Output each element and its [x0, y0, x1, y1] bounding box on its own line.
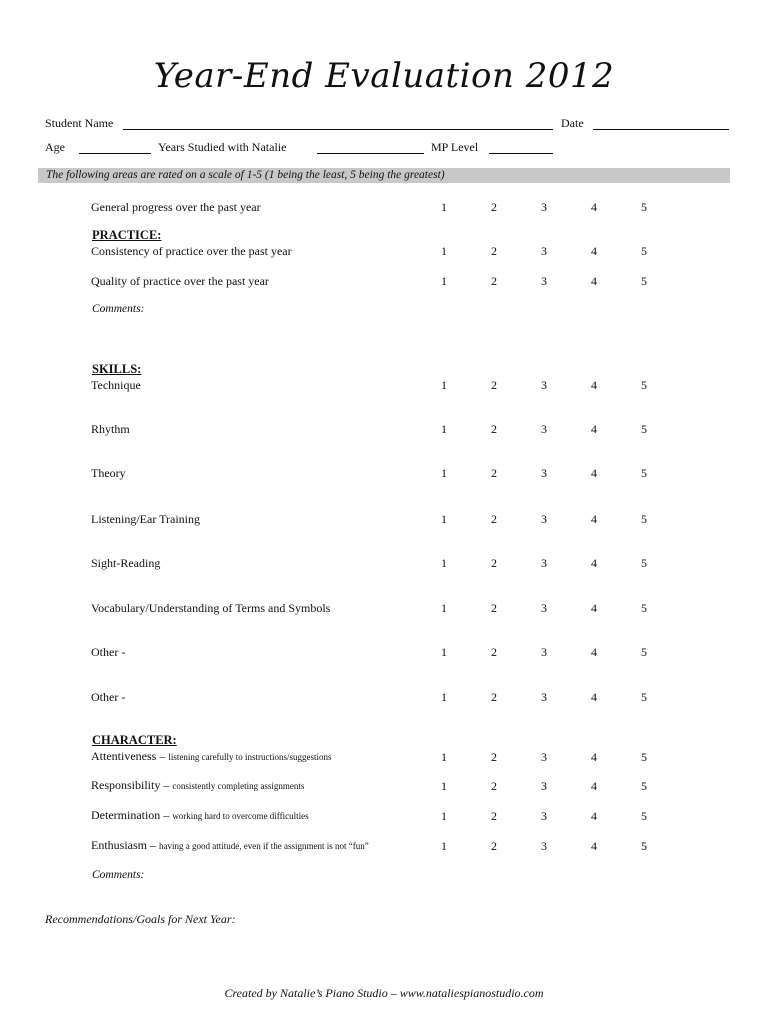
rating-option-2[interactable]: 2 — [491, 244, 497, 258]
rating-option-4[interactable]: 4 — [591, 422, 597, 436]
rating-row-sight-reading[interactable] — [0, 556, 768, 570]
rating-option-5[interactable]: 5 — [641, 779, 647, 793]
rating-option-1[interactable]: 1 — [441, 378, 447, 392]
scale-note: The following areas are rated on a scale of 1-5 (1 being the least, 5 being the greatest) — [46, 169, 445, 181]
character-comments-label: Comments: — [92, 869, 145, 881]
mp-level-field[interactable] — [489, 153, 553, 154]
rating-row-consistency[interactable] — [0, 244, 768, 258]
rating-option-4[interactable]: 4 — [591, 200, 597, 214]
rating-option-4[interactable]: 4 — [591, 601, 597, 615]
rating-option-5[interactable]: 5 — [641, 601, 647, 615]
rating-row-technique[interactable] — [0, 378, 768, 392]
rating-row-vocabulary[interactable] — [0, 601, 768, 615]
rating-option-4[interactable]: 4 — [591, 556, 597, 570]
rating-option-3[interactable]: 3 — [541, 244, 547, 258]
skills-item-sight-reading: Sight-Reading — [91, 556, 161, 570]
rating-row-listening[interactable] — [0, 512, 768, 526]
character-label: Attentiveness — [91, 749, 157, 763]
dash: – — [160, 808, 173, 822]
rating-option-2[interactable]: 2 — [491, 839, 497, 853]
rating-option-5[interactable]: 5 — [641, 690, 647, 704]
rating-option-1[interactable]: 1 — [441, 601, 447, 615]
dash: – — [160, 778, 173, 792]
rating-option-1[interactable]: 1 — [441, 274, 447, 288]
rating-option-3[interactable]: 3 — [541, 378, 547, 392]
rating-option-4[interactable]: 4 — [591, 809, 597, 823]
rating-option-5[interactable]: 5 — [641, 512, 647, 526]
scale-banner — [38, 168, 730, 183]
rating-option-5[interactable]: 5 — [641, 274, 647, 288]
practice-heading: PRACTICE: — [92, 228, 162, 242]
character-desc: working hard to overcome difficulties — [172, 811, 309, 821]
date-label: Date — [561, 116, 584, 130]
character-heading: CHARACTER: — [92, 733, 177, 747]
rating-option-3[interactable]: 3 — [541, 601, 547, 615]
rating-option-4[interactable]: 4 — [591, 378, 597, 392]
dash: – — [156, 749, 169, 763]
dash: – — [147, 838, 159, 852]
rating-option-4[interactable]: 4 — [591, 274, 597, 288]
rating-option-2[interactable]: 2 — [491, 809, 497, 823]
skills-item-technique: Technique — [91, 378, 141, 392]
rating-option-4[interactable]: 4 — [591, 466, 597, 480]
skills-item-other-2: Other - — [91, 690, 126, 704]
rating-option-5[interactable]: 5 — [641, 244, 647, 258]
skills-item-listening: Listening/Ear Training — [91, 512, 200, 526]
rating-option-3[interactable]: 3 — [541, 645, 547, 659]
rating-option-2[interactable]: 2 — [491, 779, 497, 793]
rating-option-4[interactable]: 4 — [591, 645, 597, 659]
rating-option-5[interactable]: 5 — [641, 645, 647, 659]
rating-row-quality[interactable] — [0, 274, 768, 288]
rating-row-enthusiasm[interactable] — [0, 839, 768, 853]
general-progress-label: General progress over the past year — [91, 200, 261, 214]
rating-option-3[interactable]: 3 — [541, 200, 547, 214]
rating-option-5[interactable]: 5 — [641, 556, 647, 570]
rating-option-3[interactable]: 3 — [541, 512, 547, 526]
years-studied-label: Years Studied with Natalie — [158, 140, 287, 154]
rating-option-1[interactable]: 1 — [441, 244, 447, 258]
practice-comments-label: Comments: — [92, 303, 145, 315]
rating-option-3[interactable]: 3 — [541, 422, 547, 436]
rating-row-attentiveness[interactable] — [0, 750, 768, 764]
practice-item-consistency: Consistency of practice over the past year — [91, 244, 292, 258]
rating-option-1[interactable]: 1 — [441, 512, 447, 526]
rating-option-3[interactable]: 3 — [541, 556, 547, 570]
rating-option-2[interactable]: 2 — [491, 274, 497, 288]
rating-option-1[interactable]: 1 — [441, 809, 447, 823]
page-title: Year-End Evaluation 2012 — [153, 56, 615, 96]
rating-option-5[interactable]: 5 — [641, 750, 647, 764]
years-studied-field[interactable] — [317, 153, 424, 154]
recommendations-label: Recommendations/Goals for Next Year: — [45, 912, 236, 926]
rating-option-1[interactable]: 1 — [441, 200, 447, 214]
rating-option-2[interactable]: 2 — [491, 466, 497, 480]
rating-option-5[interactable]: 5 — [641, 466, 647, 480]
rating-option-3[interactable]: 3 — [541, 839, 547, 853]
footer-credit: Created by Natalie’s Piano Studio – www.nataliespianostudio.com — [224, 986, 544, 1000]
rating-option-1[interactable]: 1 — [441, 779, 447, 793]
rating-option-4[interactable]: 4 — [591, 244, 597, 258]
rating-row-theory[interactable] — [0, 466, 768, 480]
rating-option-3[interactable]: 3 — [541, 809, 547, 823]
rating-option-2[interactable]: 2 — [491, 601, 497, 615]
rating-option-2[interactable]: 2 — [491, 200, 497, 214]
rating-option-2[interactable]: 2 — [491, 422, 497, 436]
skills-item-vocabulary: Vocabulary/Understanding of Terms and Symbols — [91, 601, 331, 615]
character-label: Enthusiasm — [91, 838, 147, 852]
student-name-label: Student Name — [45, 116, 114, 130]
date-field[interactable] — [593, 129, 729, 130]
rating-row-other-2[interactable] — [0, 690, 768, 704]
character-desc: consistently completing assignments — [172, 781, 305, 791]
rating-option-4[interactable]: 4 — [591, 750, 597, 764]
rating-option-1[interactable]: 1 — [441, 750, 447, 764]
skills-item-theory: Theory — [91, 466, 126, 480]
practice-item-quality: Quality of practice over the past year — [91, 274, 269, 288]
mp-level-label: MP Level — [431, 140, 479, 154]
rating-option-1[interactable]: 1 — [441, 839, 447, 853]
character-desc: listening carefully to instructions/suggestions — [168, 752, 332, 762]
rating-option-2[interactable]: 2 — [491, 512, 497, 526]
rating-option-3[interactable]: 3 — [541, 466, 547, 480]
rating-option-5[interactable]: 5 — [641, 839, 647, 853]
rating-option-5[interactable]: 5 — [641, 200, 647, 214]
rating-option-1[interactable]: 1 — [441, 422, 447, 436]
rating-option-3[interactable]: 3 — [541, 779, 547, 793]
character-label: Responsibility — [91, 778, 161, 792]
rating-row-determination[interactable] — [0, 809, 768, 823]
skills-item-rhythm: Rhythm — [91, 422, 130, 436]
rating-option-4[interactable]: 4 — [591, 779, 597, 793]
rating-option-3[interactable]: 3 — [541, 750, 547, 764]
rating-option-1[interactable]: 1 — [441, 466, 447, 480]
age-label: Age — [45, 140, 65, 154]
rating-option-2[interactable]: 2 — [491, 645, 497, 659]
rating-row-general[interactable] — [0, 200, 768, 214]
rating-option-4[interactable]: 4 — [591, 690, 597, 704]
skills-heading: SKILLS: — [92, 362, 142, 376]
character-label: Determination — [91, 808, 161, 822]
age-field[interactable] — [79, 153, 151, 154]
rating-option-2[interactable]: 2 — [491, 750, 497, 764]
rating-row-other-1[interactable] — [0, 645, 768, 659]
rating-option-1[interactable]: 1 — [441, 556, 447, 570]
rating-option-3[interactable]: 3 — [541, 690, 547, 704]
rating-option-5[interactable]: 5 — [641, 809, 647, 823]
rating-option-2[interactable]: 2 — [491, 378, 497, 392]
rating-option-1[interactable]: 1 — [441, 645, 447, 659]
rating-option-4[interactable]: 4 — [591, 839, 597, 853]
rating-option-5[interactable]: 5 — [641, 378, 647, 392]
rating-option-4[interactable]: 4 — [591, 512, 597, 526]
skills-item-other-1: Other - — [91, 645, 126, 659]
student-name-field[interactable] — [123, 129, 553, 130]
character-desc: having a good attitude, even if the assignment is not “fun” — [159, 841, 369, 851]
rating-option-2[interactable]: 2 — [491, 690, 497, 704]
rating-row-responsibility[interactable] — [0, 779, 768, 793]
rating-option-1[interactable]: 1 — [441, 690, 447, 704]
rating-row-rhythm[interactable] — [0, 422, 768, 436]
rating-option-2[interactable]: 2 — [491, 556, 497, 570]
rating-option-5[interactable]: 5 — [641, 422, 647, 436]
rating-option-3[interactable]: 3 — [541, 274, 547, 288]
